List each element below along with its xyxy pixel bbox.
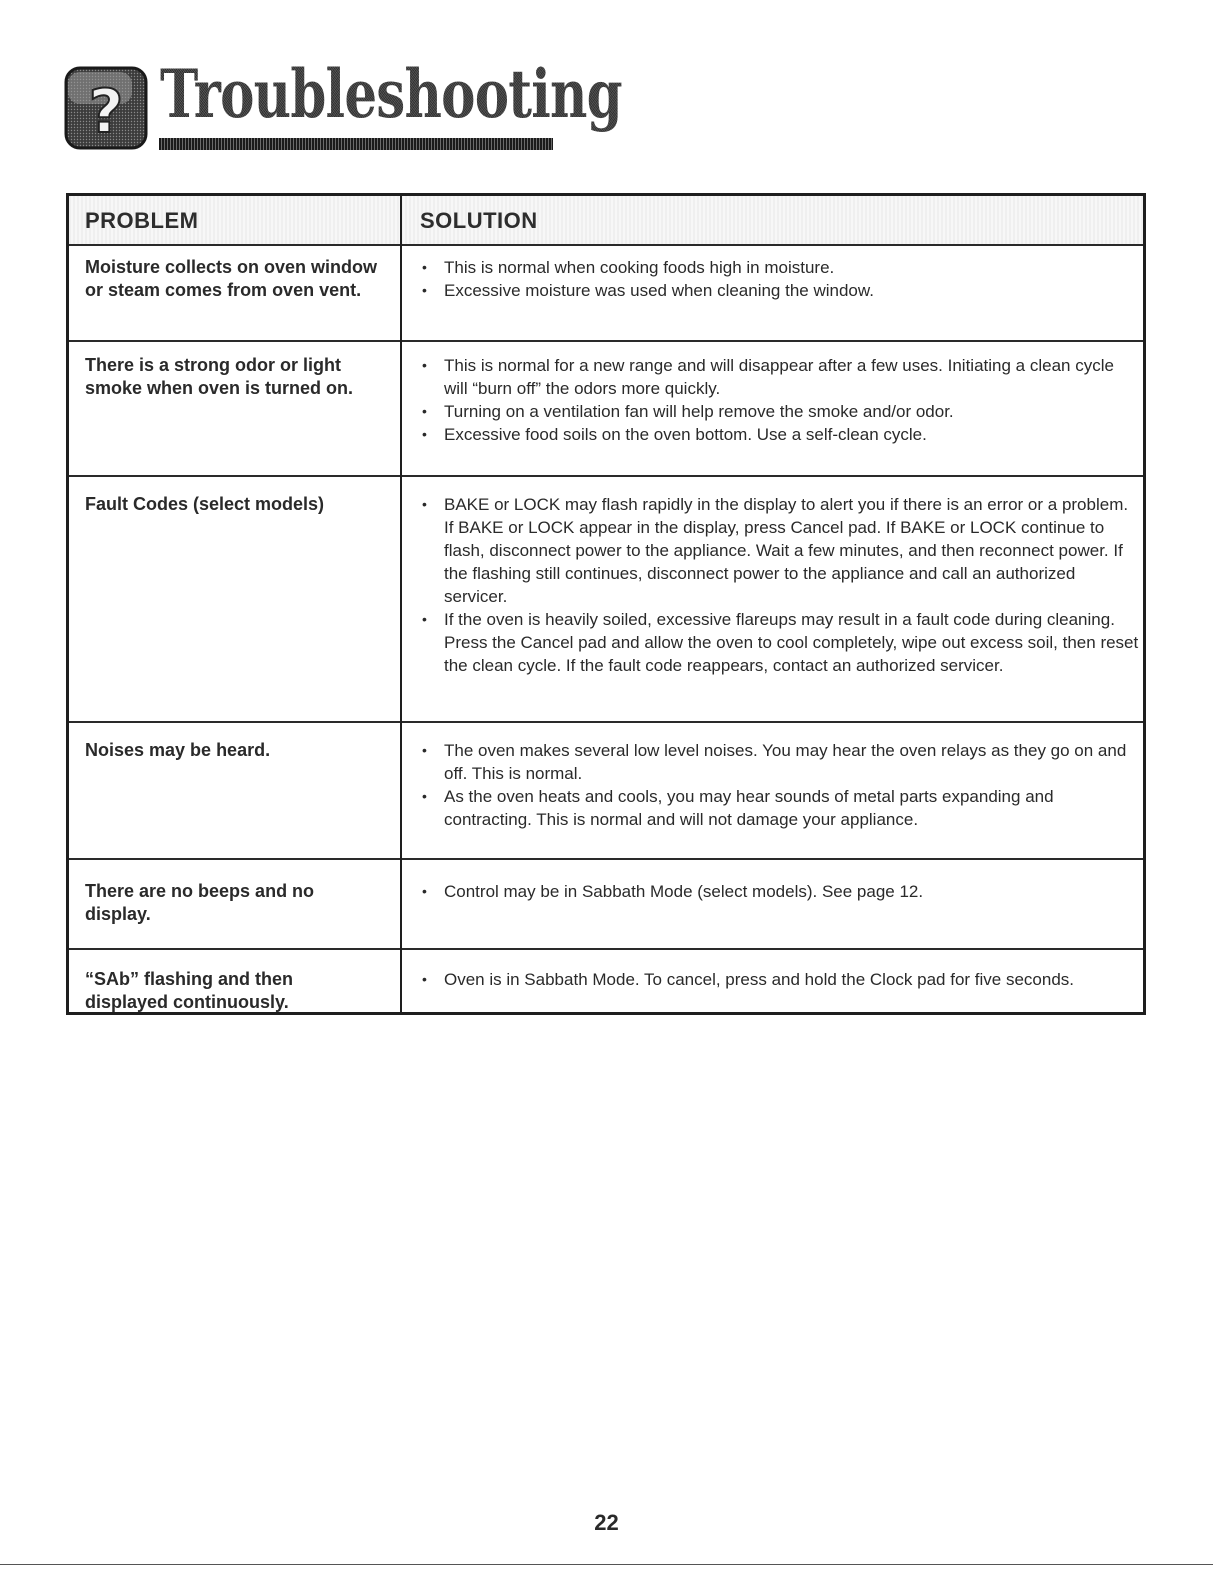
table-row	[69, 950, 1143, 1012]
problem-cell: There are no beeps and no display.	[85, 881, 315, 924]
page-header	[64, 55, 622, 150]
solution-cell	[420, 256, 1140, 302]
page-title: Troubleshooting	[160, 55, 622, 133]
problem-cell: There is a strong odor or light smoke when oven is turned on.	[85, 355, 354, 398]
solution-item: • Excessive moisture was used when cleaning the window.	[420, 279, 1140, 302]
problem-cell: “SAb” flashing and then displayed continuously.	[85, 969, 294, 1012]
table-row	[69, 477, 1143, 723]
table-row	[69, 342, 1143, 477]
solution-cell	[420, 968, 1140, 991]
header-problem: PROBLEM	[85, 208, 199, 233]
svg-text:?: ?	[88, 77, 124, 147]
column-divider	[400, 196, 402, 1012]
header-solution: SOLUTION	[420, 208, 538, 233]
solution-item: • BAKE or LOCK may flash rapidly in the display to alert you if there is an error or a problem. If BAKE or LOCK appear in the display, press Cancel pad. If BAKE or LOCK continue to flash, disconnect power to the appliance. Wait a few minutes, and then reconnect power. If the flashing still continues, disconnect power to the appliance and call an authorized servicer.	[420, 493, 1140, 608]
solution-item: • Oven is in Sabbath Mode. To cancel, press and hold the Clock pad for five seconds.	[420, 968, 1140, 991]
solution-cell	[420, 880, 1140, 903]
page-bottom-rule	[0, 1564, 1213, 1565]
problem-cell: Moisture collects on oven window or steam comes from oven vent.	[85, 257, 378, 300]
table-row	[69, 246, 1143, 342]
solution-cell	[420, 739, 1140, 831]
title-underline	[159, 138, 553, 150]
problem-cell: Fault Codes (select models)	[85, 494, 325, 514]
solution-cell	[420, 354, 1140, 446]
solution-item: • Turning on a ventilation fan will help remove the smoke and/or odor.	[420, 400, 1140, 423]
solution-item: • If the oven is heavily soiled, excessive flareups may result in a fault code during cleaning. Press the Cancel pad and allow the oven to cool completely, wipe out excess soil, then reset the clean cycle. If the fault code reappears, contact an authorized servicer.	[420, 608, 1140, 677]
solution-item: • As the oven heats and cools, you may hear sounds of metal parts expanding and contracting. This is normal and will not damage your appliance.	[420, 785, 1140, 831]
solution-item: • The oven makes several low level noises. You may hear the oven relays as they go on and off. This is normal.	[420, 739, 1140, 785]
table-header	[69, 196, 1143, 246]
problem-cell: Noises may be heard.	[85, 740, 271, 760]
table-row	[69, 723, 1143, 860]
page-number: 22	[594, 1510, 619, 1535]
troubleshooting-table	[66, 193, 1146, 1015]
solution-cell	[420, 493, 1140, 677]
solution-item: • Excessive food soils on the oven bottom. Use a self-clean cycle.	[420, 423, 1140, 446]
table-row	[69, 860, 1143, 950]
solution-item: • This is normal for a new range and will disappear after a few uses. Initiating a clean cycle will “burn off” the odors more quickly.	[420, 354, 1140, 400]
solution-item: • This is normal when cooking foods high in moisture.	[420, 256, 1140, 279]
solution-item: • Control may be in Sabbath Mode (select models). See page 12.	[420, 880, 1140, 903]
question-mark-icon	[64, 66, 148, 150]
